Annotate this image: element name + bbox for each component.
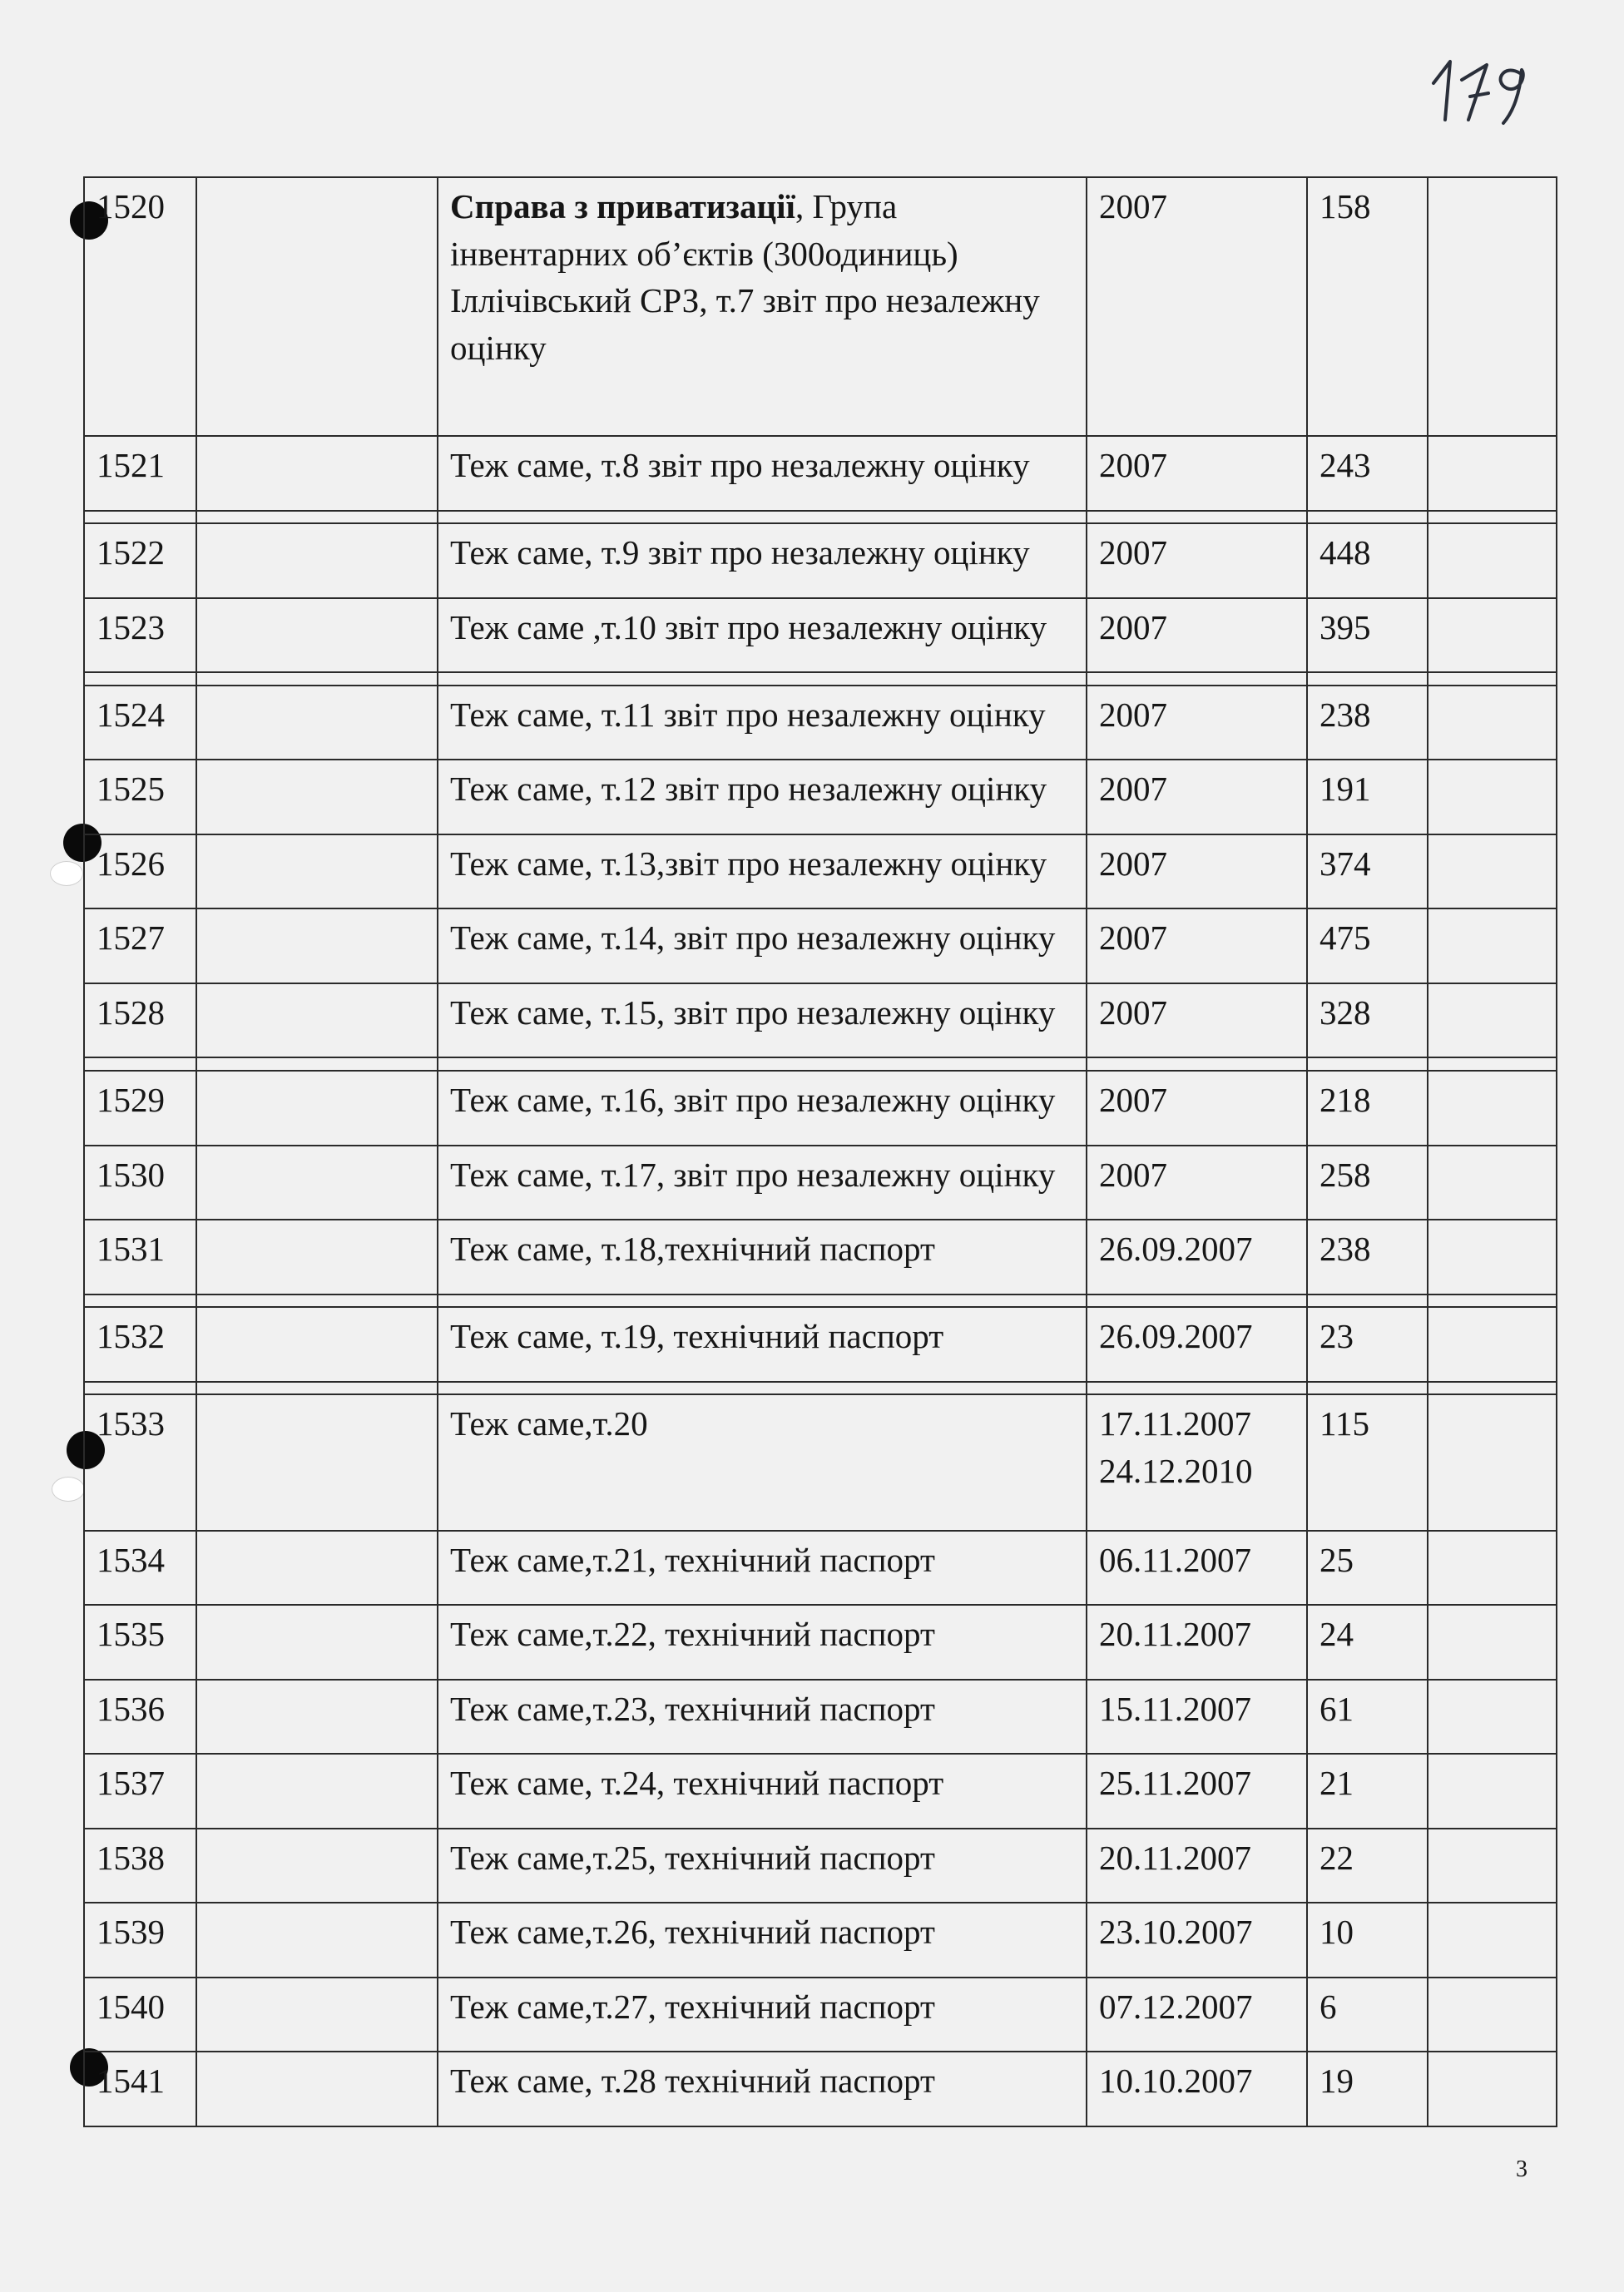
cell-num: 1531	[84, 1220, 196, 1295]
date-line: 2007	[1099, 1155, 1167, 1194]
cell-num: 1533	[84, 1394, 196, 1530]
cell-index	[196, 1382, 438, 1395]
table-row	[84, 760, 1557, 834]
table-row	[84, 1829, 1557, 1903]
page-footer-number: 3	[1516, 2156, 1527, 2182]
cell-num: 1535	[84, 1605, 196, 1680]
cell-sheets: 374	[1307, 834, 1428, 909]
date-line: 2007	[1099, 1081, 1167, 1120]
cell-title	[438, 1680, 1087, 1755]
cell-num: 1530	[84, 1146, 196, 1220]
cell-sheets: 395	[1307, 598, 1428, 673]
table-row	[84, 177, 1557, 436]
cell-title	[438, 1605, 1087, 1680]
date-line: 20.11.2007	[1099, 1838, 1251, 1877]
cell-sheets	[1307, 1382, 1428, 1395]
cell-note	[1428, 1295, 1557, 1308]
date-line: 2007	[1099, 607, 1167, 646]
cell-index	[196, 1220, 438, 1295]
title-text: Теж саме, т.13,звіт про незалежну оцінку	[450, 844, 1047, 883]
title-bold-part: Справа з приватизації	[450, 187, 795, 225]
table-row	[84, 1307, 1557, 1382]
date-line: 2007	[1099, 770, 1167, 809]
inventory-table	[83, 176, 1557, 2127]
title-text: Теж саме, т.17, звіт про незалежну оцінку	[450, 1155, 1056, 1194]
cell-date	[1087, 1295, 1307, 1308]
cell-index	[196, 1295, 438, 1308]
cell-num: 1522	[84, 523, 196, 598]
table-row	[84, 1978, 1557, 2052]
cell-sheets: 6	[1307, 1978, 1428, 2052]
cell-sheets	[1307, 1057, 1428, 1071]
date-line: 2007	[1099, 993, 1167, 1032]
punch-hole-tear	[50, 861, 83, 886]
cell-title	[438, 1382, 1087, 1395]
title-text: , Група інвентарних об’єктів (300одиниць) Іллічівський СРЗ, т.7 звіт про незалежну оцінку	[450, 187, 1040, 367]
date-line: 20.11.2007	[1099, 1615, 1251, 1654]
cell-date	[1087, 983, 1307, 1058]
title-text: Теж саме, т.19, технічний паспорт	[450, 1317, 944, 1356]
cell-num	[84, 1057, 196, 1071]
cell-date	[1087, 1307, 1307, 1382]
cell-date	[1087, 177, 1307, 436]
cell-note	[1428, 1754, 1557, 1829]
cell-num: 1534	[84, 1531, 196, 1606]
cell-index	[196, 672, 438, 686]
cell-note	[1428, 2052, 1557, 2126]
cell-num: 1524	[84, 686, 196, 760]
cell-index	[196, 983, 438, 1058]
cell-title	[438, 1903, 1087, 1978]
cell-title	[438, 760, 1087, 834]
cell-num: 1537	[84, 1754, 196, 1829]
cell-date	[1087, 760, 1307, 834]
table-row	[84, 1680, 1557, 1755]
title-text: Теж саме, т.14, звіт про незалежну оцінку	[450, 918, 1056, 958]
table-row	[84, 983, 1557, 1058]
cell-note	[1428, 436, 1557, 511]
cell-title	[438, 1394, 1087, 1530]
cell-title	[438, 1071, 1087, 1146]
cell-num: 1523	[84, 598, 196, 673]
cell-title	[438, 2052, 1087, 2126]
cell-title	[438, 686, 1087, 760]
cell-num	[84, 511, 196, 524]
cell-note	[1428, 511, 1557, 524]
cell-sheets: 19	[1307, 2052, 1428, 2126]
table-row-blank	[84, 672, 1557, 686]
cell-num: 1520	[84, 177, 196, 436]
cell-num: 1526	[84, 834, 196, 909]
cell-sheets: 238	[1307, 1220, 1428, 1295]
table-row	[84, 2052, 1557, 2126]
cell-num	[84, 1295, 196, 1308]
title-text: Теж саме, т.15, звіт про незалежну оцінку	[450, 993, 1056, 1032]
cell-title	[438, 908, 1087, 983]
cell-title	[438, 1057, 1087, 1071]
cell-date	[1087, 1382, 1307, 1395]
cell-note	[1428, 908, 1557, 983]
cell-index	[196, 1605, 438, 1680]
cell-index	[196, 177, 438, 436]
cell-index	[196, 760, 438, 834]
table-row	[84, 1394, 1557, 1530]
cell-index	[196, 1829, 438, 1903]
table-row	[84, 436, 1557, 511]
cell-title	[438, 672, 1087, 686]
table-row	[84, 908, 1557, 983]
cell-num: 1538	[84, 1829, 196, 1903]
cell-note	[1428, 598, 1557, 673]
date-line: 2007	[1099, 187, 1167, 225]
cell-note	[1428, 686, 1557, 760]
cell-note	[1428, 1829, 1557, 1903]
title-text: Теж саме,т.27, технічний паспорт	[450, 1987, 935, 2026]
table-row	[84, 1605, 1557, 1680]
cell-num: 1525	[84, 760, 196, 834]
title-text: Теж саме, т.24, технічний паспорт	[450, 1764, 944, 1803]
title-text: Теж саме,т.23, технічний паспорт	[450, 1689, 935, 1728]
title-text: Теж саме,т.25, технічний паспорт	[450, 1838, 935, 1877]
table-row-blank	[84, 1295, 1557, 1308]
title-text: Теж саме, т.18,технічний паспорт	[450, 1230, 935, 1269]
table-row	[84, 1531, 1557, 1606]
cell-note	[1428, 1903, 1557, 1978]
cell-index	[196, 1754, 438, 1829]
punch-hole-tear	[52, 1477, 85, 1502]
cell-sheets: 61	[1307, 1680, 1428, 1755]
date-line: 2007	[1099, 446, 1167, 485]
title-text: Теж саме, т.16, звіт про незалежну оцінку	[450, 1081, 1056, 1120]
cell-sheets	[1307, 511, 1428, 524]
cell-sheets	[1307, 672, 1428, 686]
cell-title	[438, 511, 1087, 524]
cell-date	[1087, 2052, 1307, 2126]
cell-date	[1087, 1146, 1307, 1220]
date-line: 24.12.2010	[1099, 1451, 1253, 1490]
cell-sheets: 218	[1307, 1071, 1428, 1146]
cell-index	[196, 523, 438, 598]
cell-num: 1540	[84, 1978, 196, 2052]
table-row-blank	[84, 1382, 1557, 1395]
cell-index	[196, 1307, 438, 1382]
cell-note	[1428, 1978, 1557, 2052]
cell-date	[1087, 1057, 1307, 1071]
table-row	[84, 598, 1557, 673]
date-line: 2007	[1099, 695, 1167, 734]
title-text: Теж саме, т.28 технічний паспорт	[450, 2062, 935, 2101]
cell-date	[1087, 511, 1307, 524]
cell-sheets	[1307, 1295, 1428, 1308]
cell-note	[1428, 1146, 1557, 1220]
cell-date	[1087, 1605, 1307, 1680]
cell-sheets: 25	[1307, 1531, 1428, 1606]
cell-index	[196, 1394, 438, 1530]
title-text: Теж саме, т.11 звіт про незалежну оцінку	[450, 695, 1046, 734]
cell-index	[196, 1146, 438, 1220]
cell-note	[1428, 834, 1557, 909]
cell-index	[196, 2052, 438, 2126]
title-text: Теж саме ,т.10 звіт про незалежну оцінку	[450, 607, 1047, 646]
cell-num: 1527	[84, 908, 196, 983]
cell-date	[1087, 1978, 1307, 2052]
cell-note	[1428, 1057, 1557, 1071]
cell-sheets: 10	[1307, 1903, 1428, 1978]
cell-sheets: 191	[1307, 760, 1428, 834]
cell-index	[196, 1531, 438, 1606]
cell-index	[196, 598, 438, 673]
cell-note	[1428, 1220, 1557, 1295]
title-text: Теж саме,т.22, технічний паспорт	[450, 1615, 935, 1654]
cell-date	[1087, 1220, 1307, 1295]
date-line: 2007	[1099, 533, 1167, 572]
cell-title	[438, 1146, 1087, 1220]
cell-title	[438, 436, 1087, 511]
date-line: 26.09.2007	[1099, 1317, 1253, 1356]
cell-date	[1087, 598, 1307, 673]
cell-date	[1087, 1531, 1307, 1606]
cell-title	[438, 1307, 1087, 1382]
cell-date	[1087, 686, 1307, 760]
cell-title	[438, 834, 1087, 909]
cell-title	[438, 1754, 1087, 1829]
cell-title	[438, 1978, 1087, 2052]
cell-title	[438, 523, 1087, 598]
cell-note	[1428, 1382, 1557, 1395]
cell-date	[1087, 1071, 1307, 1146]
table-row	[84, 686, 1557, 760]
cell-title	[438, 1531, 1087, 1606]
cell-note	[1428, 1071, 1557, 1146]
title-text: Теж саме, т.9 звіт про незалежну оцінку	[450, 533, 1030, 572]
cell-title	[438, 177, 1087, 436]
cell-num: 1536	[84, 1680, 196, 1755]
cell-title	[438, 983, 1087, 1058]
cell-date	[1087, 834, 1307, 909]
cell-date	[1087, 1829, 1307, 1903]
cell-num	[84, 672, 196, 686]
cell-note	[1428, 1307, 1557, 1382]
cell-note	[1428, 523, 1557, 598]
cell-date	[1087, 523, 1307, 598]
table-row	[84, 1754, 1557, 1829]
cell-index	[196, 686, 438, 760]
handwritten-page-number	[1427, 43, 1543, 135]
title-text: Теж саме,т.20	[450, 1404, 648, 1443]
table-row	[84, 1220, 1557, 1295]
cell-note	[1428, 983, 1557, 1058]
cell-sheets: 23	[1307, 1307, 1428, 1382]
cell-note	[1428, 1531, 1557, 1606]
cell-num: 1539	[84, 1903, 196, 1978]
title-text: Теж саме, т.12 звіт про незалежну оцінку	[450, 770, 1047, 809]
date-line: 07.12.2007	[1099, 1987, 1253, 2026]
table-row-blank	[84, 511, 1557, 524]
cell-index	[196, 1057, 438, 1071]
cell-date	[1087, 1680, 1307, 1755]
table-row	[84, 1071, 1557, 1146]
cell-sheets: 475	[1307, 908, 1428, 983]
cell-sheets: 243	[1307, 436, 1428, 511]
cell-title	[438, 1295, 1087, 1308]
date-line: 15.11.2007	[1099, 1689, 1251, 1728]
cell-note	[1428, 672, 1557, 686]
cell-sheets: 158	[1307, 177, 1428, 436]
title-text: Теж саме,т.26, технічний паспорт	[450, 1913, 935, 1952]
date-line: 26.09.2007	[1099, 1230, 1253, 1269]
cell-num: 1521	[84, 436, 196, 511]
date-line: 25.11.2007	[1099, 1764, 1251, 1803]
cell-sheets: 328	[1307, 983, 1428, 1058]
table-row	[84, 1146, 1557, 1220]
cell-sheets: 24	[1307, 1605, 1428, 1680]
cell-date	[1087, 1903, 1307, 1978]
title-text: Теж саме, т.8 звіт про незалежну оцінку	[450, 446, 1030, 485]
cell-date	[1087, 436, 1307, 511]
cell-num: 1541	[84, 2052, 196, 2126]
cell-date	[1087, 1394, 1307, 1530]
date-line: 2007	[1099, 918, 1167, 958]
cell-note	[1428, 1394, 1557, 1530]
cell-title	[438, 598, 1087, 673]
cell-date	[1087, 908, 1307, 983]
table-row	[84, 1903, 1557, 1978]
cell-num	[84, 1382, 196, 1395]
date-line: 17.11.2007	[1099, 1404, 1251, 1443]
cell-num: 1532	[84, 1307, 196, 1382]
cell-date	[1087, 672, 1307, 686]
title-text: Теж саме,т.21, технічний паспорт	[450, 1540, 935, 1579]
cell-index	[196, 511, 438, 524]
date-line: 2007	[1099, 844, 1167, 883]
cell-note	[1428, 1680, 1557, 1755]
cell-index	[196, 1071, 438, 1146]
cell-sheets: 21	[1307, 1754, 1428, 1829]
cell-sheets: 238	[1307, 686, 1428, 760]
cell-title	[438, 1829, 1087, 1903]
cell-num: 1529	[84, 1071, 196, 1146]
cell-note	[1428, 177, 1557, 436]
cell-title	[438, 1220, 1087, 1295]
cell-sheets: 258	[1307, 1146, 1428, 1220]
inventory-table-body	[84, 177, 1557, 2126]
cell-index	[196, 436, 438, 511]
cell-index	[196, 834, 438, 909]
table-row	[84, 523, 1557, 598]
cell-sheets: 448	[1307, 523, 1428, 598]
table-row	[84, 834, 1557, 909]
date-line: 06.11.2007	[1099, 1540, 1251, 1579]
cell-index	[196, 1978, 438, 2052]
cell-sheets: 22	[1307, 1829, 1428, 1903]
cell-index	[196, 908, 438, 983]
cell-num: 1528	[84, 983, 196, 1058]
table-row-blank	[84, 1057, 1557, 1071]
cell-index	[196, 1680, 438, 1755]
cell-note	[1428, 1605, 1557, 1680]
cell-date	[1087, 1754, 1307, 1829]
date-line: 10.10.2007	[1099, 2062, 1253, 2101]
cell-index	[196, 1903, 438, 1978]
date-line: 23.10.2007	[1099, 1913, 1253, 1952]
cell-note	[1428, 760, 1557, 834]
cell-sheets: 115	[1307, 1394, 1428, 1530]
